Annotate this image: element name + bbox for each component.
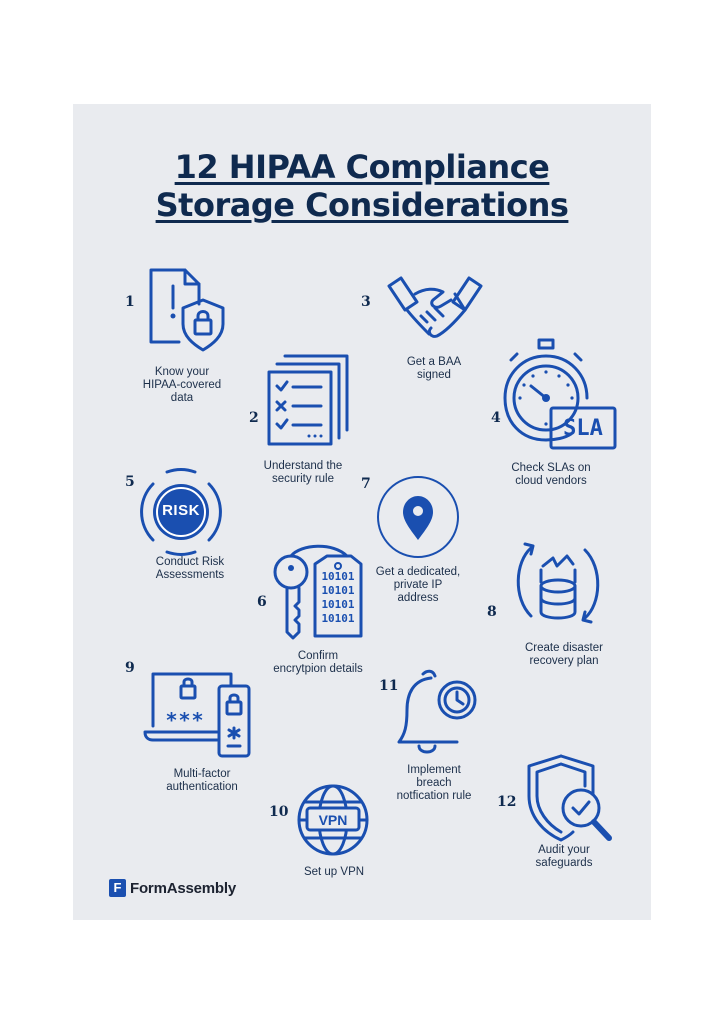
password-stars: *** (165, 708, 205, 732)
formassembly-logo (109, 878, 236, 898)
item-label-2: Understand the security rule (263, 460, 343, 485)
location-pin-icon (375, 474, 461, 560)
item-label-1: Know your HIPAA-covered data (142, 366, 222, 404)
document-shield-lock-icon (141, 264, 231, 354)
item-number-9: 9 (125, 660, 135, 676)
item-label-4: Check SLAs on cloud vendors (511, 462, 591, 487)
item-number-11: 11 (379, 678, 399, 694)
binary-line: 10101 (321, 612, 355, 625)
binary-line: 10101 (321, 584, 355, 597)
item-number-7: 7 (361, 476, 371, 492)
shield-magnifier-icon (521, 752, 617, 848)
item-number-1: 1 (125, 294, 135, 310)
page-title (73, 148, 651, 224)
item-label-5: Conduct Risk Assessments (155, 556, 225, 581)
item-number-4: 4 (491, 410, 501, 426)
checklist-icon (265, 352, 355, 448)
logo-text: FormAssembly (130, 879, 236, 897)
binary-line: 10101 (321, 570, 355, 583)
title-line-2: Storage Considerations (155, 186, 569, 224)
item-number-3: 3 (361, 294, 371, 310)
item-number-12: 12 (497, 794, 517, 810)
item-label-8: Create disaster recovery plan (525, 642, 603, 667)
item-label-12: Audit your safeguards (535, 844, 593, 869)
poster (73, 104, 651, 920)
item-label-3: Get a BAA signed (406, 356, 462, 381)
item-number-5: 5 (125, 474, 135, 490)
item-number-6: 6 (257, 594, 267, 610)
title-line-1: 12 HIPAA Compliance (174, 148, 550, 186)
binary-block (313, 570, 363, 626)
database-recovery-icon (513, 536, 603, 630)
risk-badge-text: RISK (162, 502, 200, 519)
item-label-6: Confirm encrytpion details (273, 650, 363, 675)
sla-badge-text: SLA (563, 416, 603, 441)
logo-mark-icon: F (109, 879, 126, 897)
item-number-10: 10 (269, 804, 289, 820)
item-label-11: Implement breach notfication rule (396, 764, 472, 802)
vpn-badge-text: VPN (318, 812, 348, 828)
item-number-2: 2 (249, 410, 259, 426)
binary-line: 10101 (321, 598, 355, 611)
bell-clock-icon (395, 670, 481, 758)
item-label-10: Set up VPN (303, 866, 365, 878)
item-label-7: Get a dedicated, private IP address (375, 566, 461, 604)
handshake-icon (385, 272, 485, 344)
item-number-8: 8 (487, 604, 497, 620)
item-label-9: Multi-factor authentication (166, 768, 238, 793)
